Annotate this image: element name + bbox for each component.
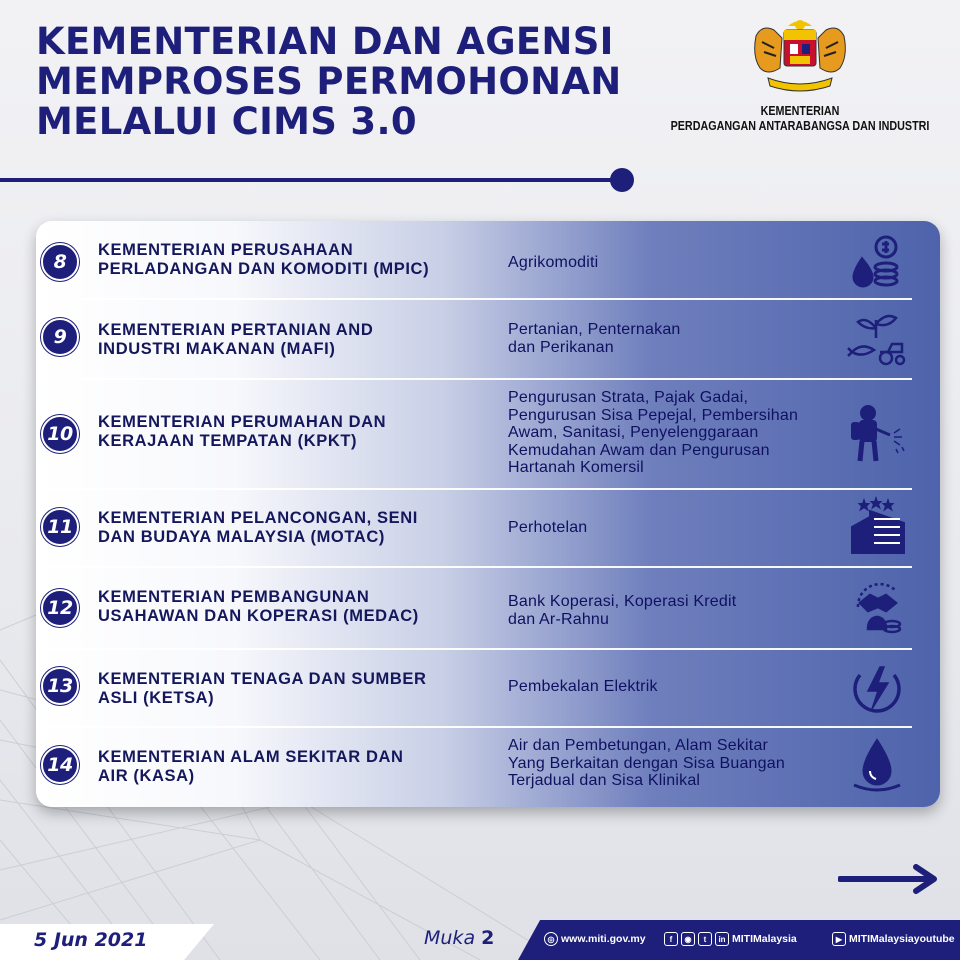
ministry-list-panel: [36, 221, 940, 807]
ministry-name-line: PERDAGANGAN ANTARABANGSA DAN INDUSTRI: [670, 119, 930, 133]
sector-line: Awam, Sanitasi, Penyelenggaraan: [508, 424, 759, 441]
sector-label: [508, 389, 853, 477]
sanitation-worker-icon: [846, 403, 908, 465]
ministry-line: INDUSTRI MAKANAN (MAFI): [98, 340, 336, 358]
ministry-line: KEMENTERIAN PELANCONGAN, SENI: [98, 509, 418, 527]
ministry-label: [98, 670, 478, 708]
list-item: [36, 221, 940, 299]
row-number-badge: 13: [41, 667, 79, 705]
website-link[interactable]: www.miti.gov.my: [561, 933, 646, 945]
ministry-line: PERLADANGAN DAN KOMODITI (MPIC): [98, 260, 430, 278]
social-handle[interactable]: MITIMalaysia: [732, 933, 797, 945]
ministry-label: [98, 321, 478, 359]
sector-line: Terjadual dan Sisa Klinikal: [508, 772, 701, 789]
title-line: KEMENTERIAN DAN AGENSI: [36, 20, 614, 63]
ministry-line: ASLI (KETSA): [98, 689, 215, 707]
ministry-label: [98, 413, 478, 451]
sector-line: Kemudahan Awam dan Pengurusan: [508, 441, 770, 459]
page-title: [36, 22, 636, 142]
sector-label: [508, 593, 853, 628]
ministry-line: KEMENTERIAN ALAM SEKITAR DAN: [98, 748, 404, 766]
ministry-line: KERAJAAN TEMPATAN (KPKT): [98, 432, 358, 450]
instagram-icon: ◉: [681, 932, 695, 946]
sector-line: dan Perikanan: [508, 338, 614, 356]
youtube-handle[interactable]: MITIMalaysiayoutube: [849, 933, 955, 945]
ministry-label: [98, 241, 478, 279]
row-number-badge: 10: [41, 415, 79, 453]
linkedin-icon: in: [715, 932, 729, 946]
title-line: MEMPROSES PERMOHONAN: [36, 60, 622, 103]
footer-youtube[interactable]: [832, 932, 955, 946]
globe-icon: ◎: [544, 932, 558, 946]
ministry-line: DAN BUDAYA MALAYSIA (MOTAC): [98, 528, 385, 546]
ministry-line: KEMENTERIAN TENAGA DAN SUMBER: [98, 670, 427, 688]
handshake-money-icon: [846, 577, 908, 639]
title-underline: [0, 178, 612, 182]
sector-line: Yang Berkaitan dengan Sisa Buangan: [508, 754, 785, 772]
sector-line: Pembekalan Elektrik: [508, 678, 658, 695]
ministry-line: AIR (KASA): [98, 767, 195, 785]
ministry-label: [98, 509, 478, 547]
list-item: [36, 727, 940, 807]
row-number-badge: 8: [41, 243, 79, 281]
ministry-line: KEMENTERIAN PEMBANGUNAN: [98, 588, 370, 606]
ministry-line: KEMENTERIAN PERUSAHAAN: [98, 241, 354, 259]
water-drop-coins-icon: [846, 231, 908, 293]
row-number-badge: 11: [41, 508, 79, 546]
sector-line: Pengurusan Sisa Pepejal, Pembersihan: [508, 406, 799, 424]
ministry-line: KEMENTERIAN PERTANIAN AND: [98, 321, 374, 339]
ministry-name: [662, 104, 937, 134]
water-drop-icon: [846, 735, 908, 797]
sector-line: dan Ar-Rahnu: [508, 610, 610, 628]
next-page-arrow-icon[interactable]: [838, 864, 944, 894]
ministry-line: USAHAWAN DAN KOPERASI (MEDAC): [98, 607, 419, 625]
ministry-label: [98, 588, 478, 626]
list-item: [36, 567, 940, 649]
sector-line: Hartanah Komersil: [508, 459, 644, 476]
title-underline-dot: [610, 168, 634, 192]
page-label: Muka: [424, 927, 476, 949]
footer-social[interactable]: [664, 932, 797, 946]
list-item: [36, 379, 940, 489]
sector-line: Perhotelan: [508, 519, 588, 536]
row-number-badge: 14: [41, 746, 79, 784]
sector-line: Air dan Pembetungan, Alam Sekitar: [508, 737, 769, 754]
hotel-icon: [846, 495, 908, 557]
footer-date: 5 Jun 2021: [34, 929, 148, 951]
coat-of-arms-logo: [748, 16, 852, 100]
sector-label: [508, 737, 853, 790]
sector-label: [508, 321, 853, 356]
footer-website[interactable]: [544, 932, 646, 946]
sector-line: Bank Koperasi, Koperasi Kredit: [508, 593, 737, 610]
ministry-name-line: KEMENTERIAN: [760, 104, 840, 118]
facebook-icon: f: [664, 932, 678, 946]
ministry-label: [98, 748, 478, 786]
sector-line: Pengurusan Strata, Pajak Gadai,: [508, 389, 749, 406]
page-indicator: [424, 927, 494, 949]
electricity-icon: [846, 657, 908, 719]
youtube-icon: ▶: [832, 932, 846, 946]
sector-line: Pertanian, Penternakan: [508, 321, 681, 338]
farm-tractor-fish-icon: [846, 308, 908, 370]
title-line: MELALUI CIMS 3.0: [36, 100, 417, 143]
list-item: [36, 489, 940, 567]
sector-line: Agrikomoditi: [508, 254, 599, 271]
page-number: 2: [481, 927, 495, 949]
list-item: [36, 649, 940, 727]
ministry-line: KEMENTERIAN PERUMAHAN DAN: [98, 413, 387, 431]
list-item: [36, 299, 940, 379]
row-number-badge: 9: [41, 318, 79, 356]
row-number-badge: 12: [41, 589, 79, 627]
sector-label: [508, 678, 853, 696]
sector-label: [508, 519, 853, 537]
twitter-icon: t: [698, 932, 712, 946]
sector-label: [508, 254, 853, 272]
